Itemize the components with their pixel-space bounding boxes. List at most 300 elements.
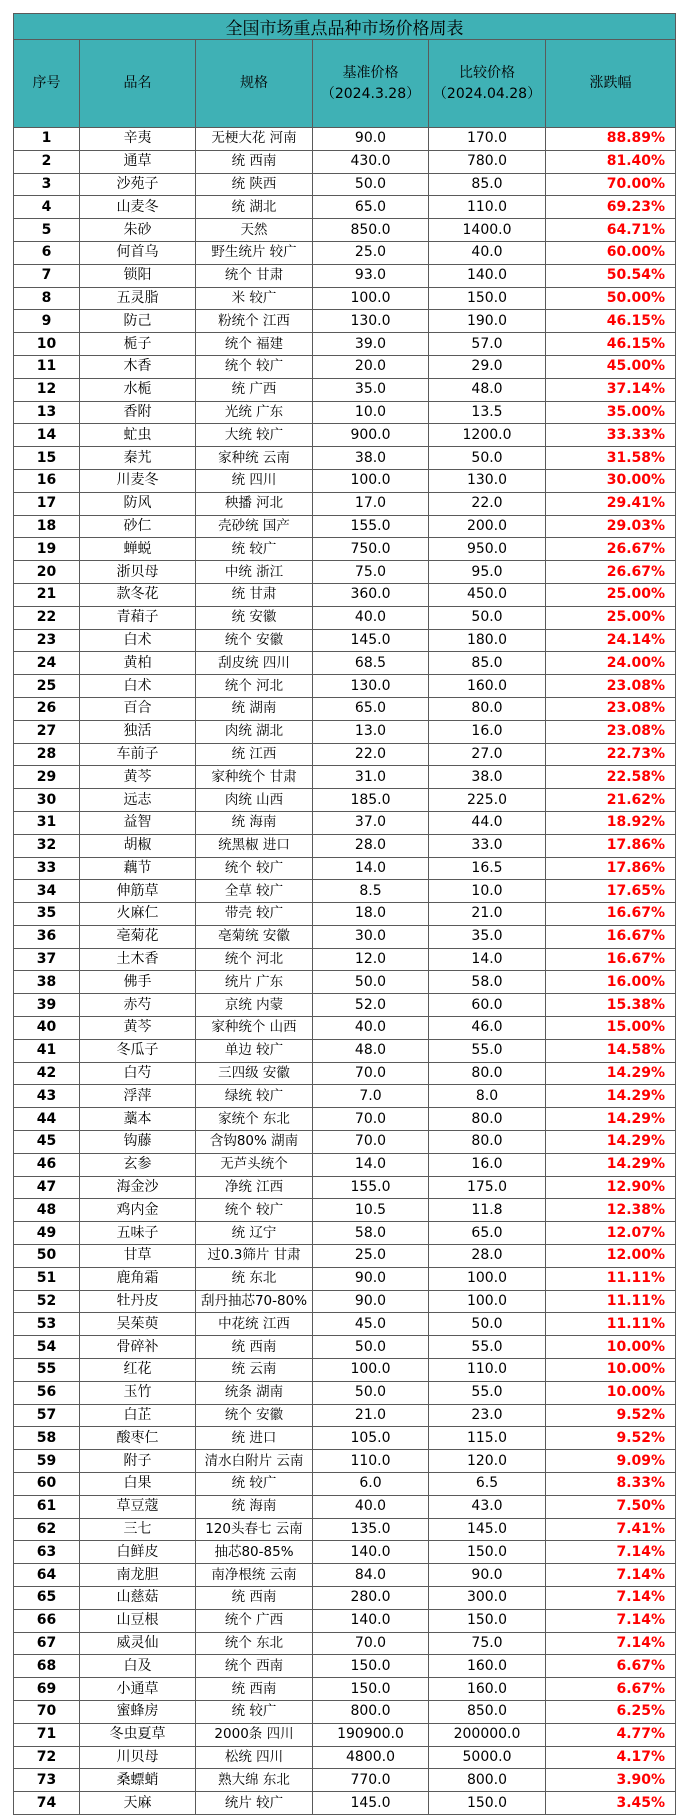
base-price: 6.0 (313, 1473, 429, 1496)
item-name: 砂仁 (80, 515, 196, 538)
item-name: 威灵仙 (80, 1632, 196, 1655)
compare-price: 75.0 (429, 1632, 546, 1655)
item-name: 海金沙 (80, 1176, 196, 1199)
item-spec: 三四级 安徽 (196, 1062, 313, 1085)
table-row (14, 1450, 676, 1473)
row-number: 25 (14, 675, 80, 698)
item-spec: 统 甘肃 (196, 583, 313, 606)
table-row (14, 1769, 676, 1792)
table-row (14, 629, 676, 652)
item-spec: 统个 河北 (196, 675, 313, 698)
compare-price: 35.0 (429, 925, 546, 948)
row-number: 9 (14, 310, 80, 333)
row-number: 52 (14, 1290, 80, 1313)
base-price: 145.0 (313, 629, 429, 652)
table-row (14, 1062, 676, 1085)
item-name: 款冬花 (80, 583, 196, 606)
table-row (14, 150, 676, 173)
price-change: 11.11% (546, 1290, 676, 1313)
item-name: 浮萍 (80, 1085, 196, 1108)
item-spec: 清水白附片 云南 (196, 1450, 313, 1473)
compare-price: 150.0 (429, 1792, 546, 1815)
table-row (14, 1678, 676, 1701)
item-spec: 家种统个 甘肃 (196, 766, 313, 789)
row-number: 7 (14, 264, 80, 287)
compare-price: 50.0 (429, 447, 546, 470)
table-title: 全国市场重点品种市场价格周表 (14, 14, 676, 40)
item-spec: 统 西南 (196, 1678, 313, 1701)
price-change: 60.00% (546, 241, 676, 264)
table-row (14, 128, 676, 151)
row-number: 13 (14, 401, 80, 424)
item-name: 白芍 (80, 1062, 196, 1085)
item-name: 鸡内金 (80, 1199, 196, 1222)
table-row (14, 1085, 676, 1108)
row-number: 30 (14, 789, 80, 812)
base-price: 65.0 (313, 697, 429, 720)
item-name: 玉竹 (80, 1381, 196, 1404)
table-body (14, 128, 676, 1815)
compare-price: 13.5 (429, 401, 546, 424)
table-row (14, 1609, 676, 1632)
price-change: 16.00% (546, 971, 676, 994)
compare-price: 55.0 (429, 1336, 546, 1359)
compare-price: 10.0 (429, 880, 546, 903)
compare-price: 450.0 (429, 583, 546, 606)
item-name: 山豆根 (80, 1609, 196, 1632)
table-row (14, 355, 676, 378)
item-spec: 净统 江西 (196, 1176, 313, 1199)
row-number: 33 (14, 857, 80, 880)
table-row (14, 1541, 676, 1564)
item-name: 冬虫夏草 (80, 1723, 196, 1746)
price-change: 26.67% (546, 538, 676, 561)
table-row (14, 857, 676, 880)
price-table (13, 13, 676, 1815)
price-change: 46.15% (546, 310, 676, 333)
header-base-label: 基准价格 (342, 64, 399, 81)
row-number: 53 (14, 1313, 80, 1336)
table-row (14, 1336, 676, 1359)
compare-price: 58.0 (429, 971, 546, 994)
base-price: 770.0 (313, 1769, 429, 1792)
item-spec: 野生统片 较广 (196, 241, 313, 264)
item-name: 钩藤 (80, 1131, 196, 1154)
item-spec: 家种统个 山西 (196, 1017, 313, 1040)
table-row (14, 241, 676, 264)
item-spec: 绿统 较广 (196, 1085, 313, 1108)
compare-price: 65.0 (429, 1222, 546, 1245)
row-number: 71 (14, 1723, 80, 1746)
table-row (14, 1564, 676, 1587)
table-row (14, 811, 676, 834)
item-spec: 统 陕西 (196, 173, 313, 196)
item-spec: 统片 广东 (196, 971, 313, 994)
compare-price: 160.0 (429, 1678, 546, 1701)
base-price: 70.0 (313, 1632, 429, 1655)
table-row (14, 1655, 676, 1678)
header-compare-price (429, 40, 546, 128)
price-change: 14.29% (546, 1062, 676, 1085)
item-name: 虻虫 (80, 424, 196, 447)
item-spec: 统 进口 (196, 1427, 313, 1450)
row-number: 23 (14, 629, 80, 652)
row-number: 58 (14, 1427, 80, 1450)
item-name: 防己 (80, 310, 196, 333)
item-name: 伸筋草 (80, 880, 196, 903)
compare-price: 55.0 (429, 1381, 546, 1404)
item-spec: 统 辽宁 (196, 1222, 313, 1245)
base-price: 430.0 (313, 150, 429, 173)
base-price: 100.0 (313, 287, 429, 310)
compare-price: 800.0 (429, 1769, 546, 1792)
base-price: 35.0 (313, 378, 429, 401)
price-change: 6.25% (546, 1700, 676, 1723)
compare-price: 33.0 (429, 834, 546, 857)
base-price: 17.0 (313, 492, 429, 515)
compare-price: 16.0 (429, 720, 546, 743)
price-change: 45.00% (546, 355, 676, 378)
item-spec: 统个 较广 (196, 857, 313, 880)
item-name: 三七 (80, 1518, 196, 1541)
item-spec: 家种统 云南 (196, 447, 313, 470)
price-change: 50.00% (546, 287, 676, 310)
item-spec: 单边 较广 (196, 1039, 313, 1062)
row-number: 37 (14, 948, 80, 971)
item-name: 胡椒 (80, 834, 196, 857)
row-number: 55 (14, 1359, 80, 1382)
item-spec: 统个 较广 (196, 1199, 313, 1222)
base-price: 130.0 (313, 310, 429, 333)
table-row (14, 720, 676, 743)
row-number: 63 (14, 1541, 80, 1564)
row-number: 66 (14, 1609, 80, 1632)
item-spec: 统个 安徽 (196, 629, 313, 652)
base-price: 145.0 (313, 1792, 429, 1815)
base-price: 40.0 (313, 606, 429, 629)
row-number: 31 (14, 811, 80, 834)
base-price: 70.0 (313, 1108, 429, 1131)
header-compare-label: 比较价格 (459, 64, 515, 81)
item-name: 黄芩 (80, 1017, 196, 1040)
item-spec: 大统 较广 (196, 424, 313, 447)
base-price: 90.0 (313, 1290, 429, 1313)
price-change: 16.67% (546, 948, 676, 971)
price-change: 30.00% (546, 469, 676, 492)
item-name: 黄芩 (80, 766, 196, 789)
compare-price: 200.0 (429, 515, 546, 538)
item-spec: 带壳 较广 (196, 903, 313, 926)
price-change: 11.11% (546, 1267, 676, 1290)
base-price: 140.0 (313, 1609, 429, 1632)
price-change: 17.86% (546, 857, 676, 880)
base-price: 900.0 (313, 424, 429, 447)
table-row (14, 903, 676, 926)
item-spec: 无梗大花 河南 (196, 128, 313, 151)
compare-price: 29.0 (429, 355, 546, 378)
item-name: 五灵脂 (80, 287, 196, 310)
price-change: 3.45% (546, 1792, 676, 1815)
compare-price: 40.0 (429, 241, 546, 264)
row-number: 47 (14, 1176, 80, 1199)
base-price: 40.0 (313, 1017, 429, 1040)
price-change: 29.41% (546, 492, 676, 515)
compare-price: 60.0 (429, 994, 546, 1017)
table-row (14, 401, 676, 424)
row-number: 17 (14, 492, 80, 515)
price-change: 10.00% (546, 1381, 676, 1404)
price-change: 46.15% (546, 333, 676, 356)
table-row (14, 925, 676, 948)
table-row (14, 994, 676, 1017)
base-price: 135.0 (313, 1518, 429, 1541)
base-price: 75.0 (313, 561, 429, 584)
item-name: 附子 (80, 1450, 196, 1473)
price-change: 81.40% (546, 150, 676, 173)
item-spec: 统个 东北 (196, 1632, 313, 1655)
compare-price: 110.0 (429, 196, 546, 219)
table-row (14, 766, 676, 789)
price-change: 88.89% (546, 128, 676, 151)
table-row (14, 1313, 676, 1336)
item-name: 蜜蜂房 (80, 1700, 196, 1723)
price-change: 3.90% (546, 1769, 676, 1792)
row-number: 41 (14, 1039, 80, 1062)
base-price: 155.0 (313, 1176, 429, 1199)
base-price: 38.0 (313, 447, 429, 470)
base-price: 22.0 (313, 743, 429, 766)
header-spec: 规格 (196, 40, 313, 128)
item-spec: 统个 广西 (196, 1609, 313, 1632)
compare-price: 57.0 (429, 333, 546, 356)
item-name: 辛夷 (80, 128, 196, 151)
item-name: 黄柏 (80, 652, 196, 675)
price-change: 6.67% (546, 1678, 676, 1701)
item-spec: 松统 四川 (196, 1746, 313, 1769)
compare-price: 100.0 (429, 1267, 546, 1290)
base-price: 39.0 (313, 333, 429, 356)
item-name: 桑螵蛸 (80, 1769, 196, 1792)
base-price: 100.0 (313, 469, 429, 492)
price-change: 18.92% (546, 811, 676, 834)
item-name: 白术 (80, 675, 196, 698)
compare-price: 850.0 (429, 1700, 546, 1723)
price-change: 26.67% (546, 561, 676, 584)
compare-price: 120.0 (429, 1450, 546, 1473)
compare-price: 27.0 (429, 743, 546, 766)
compare-price: 190.0 (429, 310, 546, 333)
base-price: 140.0 (313, 1541, 429, 1564)
compare-price: 80.0 (429, 697, 546, 720)
item-spec: 抽芯80-85% (196, 1541, 313, 1564)
item-name: 甘草 (80, 1245, 196, 1268)
item-spec: 京统 内蒙 (196, 994, 313, 1017)
item-name: 藕节 (80, 857, 196, 880)
compare-price: 180.0 (429, 629, 546, 652)
price-change: 9.09% (546, 1450, 676, 1473)
item-name: 木香 (80, 355, 196, 378)
base-price: 50.0 (313, 173, 429, 196)
base-price: 48.0 (313, 1039, 429, 1062)
item-spec: 统 西南 (196, 1587, 313, 1610)
item-spec: 秧播 河北 (196, 492, 313, 515)
compare-price: 145.0 (429, 1518, 546, 1541)
item-name: 水栀 (80, 378, 196, 401)
table-row (14, 469, 676, 492)
row-number: 3 (14, 173, 80, 196)
item-name: 栀子 (80, 333, 196, 356)
item-name: 浙贝母 (80, 561, 196, 584)
item-name: 独活 (80, 720, 196, 743)
item-spec: 统个 福建 (196, 333, 313, 356)
compare-price: 38.0 (429, 766, 546, 789)
row-number: 64 (14, 1564, 80, 1587)
item-name: 山慈菇 (80, 1587, 196, 1610)
price-change: 16.67% (546, 925, 676, 948)
item-name: 红花 (80, 1359, 196, 1382)
row-number: 48 (14, 1199, 80, 1222)
item-name: 冬瓜子 (80, 1039, 196, 1062)
table-row (14, 743, 676, 766)
table-row (14, 264, 676, 287)
item-name: 佛手 (80, 971, 196, 994)
price-change: 11.11% (546, 1313, 676, 1336)
base-price: 37.0 (313, 811, 429, 834)
compare-price: 160.0 (429, 675, 546, 698)
base-price: 280.0 (313, 1587, 429, 1610)
price-change: 15.00% (546, 1017, 676, 1040)
table-row (14, 583, 676, 606)
compare-price: 140.0 (429, 264, 546, 287)
row-number: 8 (14, 287, 80, 310)
price-change: 25.00% (546, 583, 676, 606)
table-row (14, 310, 676, 333)
base-price: 93.0 (313, 264, 429, 287)
table-row (14, 1427, 676, 1450)
row-number: 36 (14, 925, 80, 948)
compare-price: 175.0 (429, 1176, 546, 1199)
compare-price: 5000.0 (429, 1746, 546, 1769)
row-number: 45 (14, 1131, 80, 1154)
row-number: 19 (14, 538, 80, 561)
row-number: 68 (14, 1655, 80, 1678)
item-name: 亳菊花 (80, 925, 196, 948)
item-spec: 中统 浙江 (196, 561, 313, 584)
row-number: 51 (14, 1267, 80, 1290)
compare-price: 80.0 (429, 1108, 546, 1131)
table-row (14, 1153, 676, 1176)
price-change: 64.71% (546, 219, 676, 242)
base-price: 110.0 (313, 1450, 429, 1473)
base-price: 100.0 (313, 1359, 429, 1382)
compare-price: 300.0 (429, 1587, 546, 1610)
base-price: 800.0 (313, 1700, 429, 1723)
table-row (14, 1017, 676, 1040)
base-price: 18.0 (313, 903, 429, 926)
item-spec: 统个 较广 (196, 355, 313, 378)
row-number: 62 (14, 1518, 80, 1541)
table-row (14, 1267, 676, 1290)
row-number: 26 (14, 697, 80, 720)
price-change: 50.54% (546, 264, 676, 287)
price-change: 24.00% (546, 652, 676, 675)
row-number: 15 (14, 447, 80, 470)
table-row (14, 1222, 676, 1245)
compare-price: 95.0 (429, 561, 546, 584)
base-price: 7.0 (313, 1085, 429, 1108)
price-change: 12.90% (546, 1176, 676, 1199)
base-price: 360.0 (313, 583, 429, 606)
item-spec: 家统个 东北 (196, 1108, 313, 1131)
item-name: 藁本 (80, 1108, 196, 1131)
base-price: 150.0 (313, 1678, 429, 1701)
price-change: 15.38% (546, 994, 676, 1017)
price-change: 69.23% (546, 196, 676, 219)
table-row (14, 538, 676, 561)
item-spec: 肉统 湖北 (196, 720, 313, 743)
item-name: 白鲜皮 (80, 1541, 196, 1564)
item-name: 车前子 (80, 743, 196, 766)
table-row (14, 1792, 676, 1815)
item-name: 蝉蜕 (80, 538, 196, 561)
item-spec: 壳砂统 国产 (196, 515, 313, 538)
price-change: 7.14% (546, 1564, 676, 1587)
row-number: 4 (14, 196, 80, 219)
row-number: 73 (14, 1769, 80, 1792)
item-spec: 统 四川 (196, 469, 313, 492)
compare-price: 80.0 (429, 1131, 546, 1154)
table-row (14, 1176, 676, 1199)
item-name: 香附 (80, 401, 196, 424)
base-price: 20.0 (313, 355, 429, 378)
compare-price: 115.0 (429, 1427, 546, 1450)
item-name: 川麦冬 (80, 469, 196, 492)
base-price: 185.0 (313, 789, 429, 812)
row-number: 6 (14, 241, 80, 264)
item-name: 沙苑子 (80, 173, 196, 196)
row-number: 14 (14, 424, 80, 447)
row-number: 20 (14, 561, 80, 584)
base-price: 31.0 (313, 766, 429, 789)
compare-price: 48.0 (429, 378, 546, 401)
item-spec: 统 海南 (196, 811, 313, 834)
price-change: 8.33% (546, 1473, 676, 1496)
item-spec: 中花统 江西 (196, 1313, 313, 1336)
price-change: 7.14% (546, 1609, 676, 1632)
row-number: 43 (14, 1085, 80, 1108)
header-change: 涨跌幅 (546, 40, 676, 128)
item-name: 土木香 (80, 948, 196, 971)
price-change: 23.08% (546, 675, 676, 698)
table-row (14, 880, 676, 903)
base-price: 90.0 (313, 128, 429, 151)
item-spec: 统个 甘肃 (196, 264, 313, 287)
price-change: 7.50% (546, 1495, 676, 1518)
row-number: 50 (14, 1245, 80, 1268)
item-name: 白果 (80, 1473, 196, 1496)
compare-price: 44.0 (429, 811, 546, 834)
item-spec: 统 西南 (196, 1336, 313, 1359)
table-row (14, 834, 676, 857)
price-change: 14.29% (546, 1131, 676, 1154)
header-base-price (313, 40, 429, 128)
item-spec: 统个 河北 (196, 948, 313, 971)
base-price: 10.0 (313, 401, 429, 424)
item-spec: 统 较广 (196, 1473, 313, 1496)
table-row (14, 1723, 676, 1746)
row-number: 11 (14, 355, 80, 378)
item-spec: 统 广西 (196, 378, 313, 401)
